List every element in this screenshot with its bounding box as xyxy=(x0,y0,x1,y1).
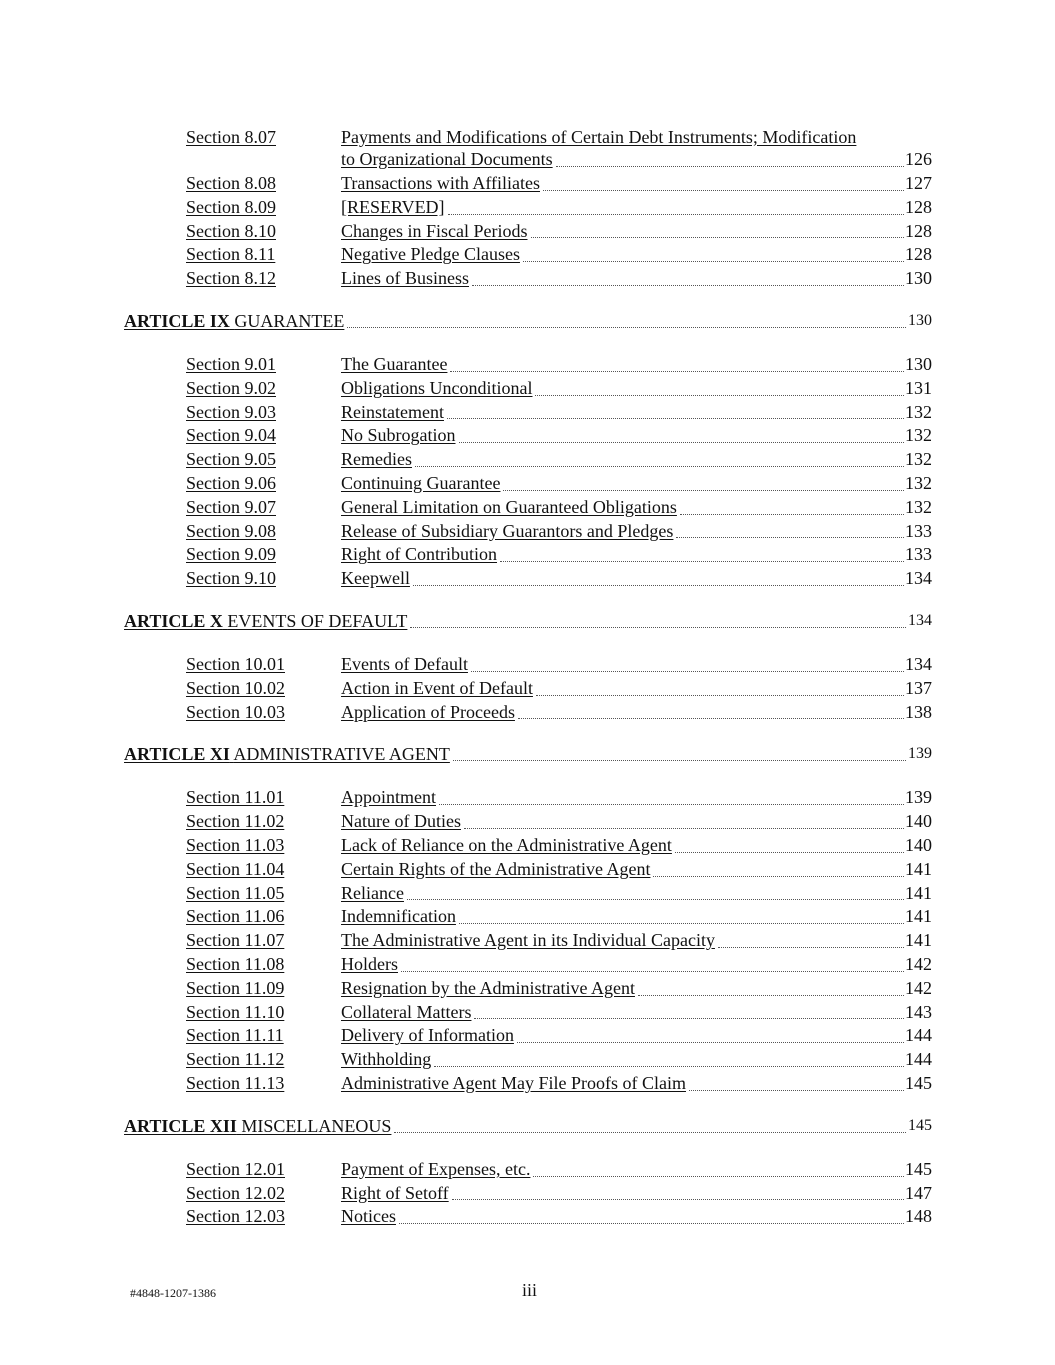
section-number-link[interactable]: Section 11.06 xyxy=(186,906,285,927)
section-title-wrap xyxy=(341,786,932,810)
article-heading-link[interactable] xyxy=(124,309,344,333)
section-title-link[interactable]: Administrative Agent May File Proofs of Claim xyxy=(341,1072,686,1093)
toc-section-row[interactable] xyxy=(124,243,932,267)
toc-section-row[interactable] xyxy=(124,905,932,929)
article-label: ARTICLE IX xyxy=(124,310,230,331)
section-title-wrap xyxy=(341,677,932,701)
section-page-number: 141 xyxy=(905,882,932,903)
section-title-link[interactable]: Payment of Expenses, etc. xyxy=(341,1158,531,1179)
dot-leader xyxy=(556,165,904,167)
toc-section-row[interactable] xyxy=(124,543,932,567)
toc-section-row[interactable] xyxy=(124,1158,932,1182)
section-title-link[interactable]: Release of Subsidiary Guarantors and Pledges xyxy=(341,520,674,541)
section-number-link[interactable]: Section 10.02 xyxy=(186,677,285,698)
section-number-link[interactable]: Section 12.01 xyxy=(186,1158,285,1179)
dot-leader xyxy=(523,260,904,262)
article-page-number: 145 xyxy=(908,1116,932,1134)
dot-leader xyxy=(675,851,904,853)
dot-leader xyxy=(472,284,904,286)
section-page-number: 134 xyxy=(905,568,932,589)
section-number-link[interactable]: Section 8.07 xyxy=(186,127,276,147)
dot-leader xyxy=(500,560,904,562)
section-page-number: 141 xyxy=(905,930,932,951)
section-title-link[interactable]: Keepwell xyxy=(341,568,410,589)
section-number-link[interactable]: Section 9.04 xyxy=(186,425,276,446)
toc-section-row[interactable] xyxy=(124,834,932,858)
section-title-wrap xyxy=(341,472,932,496)
section-number-link[interactable]: Section 11.04 xyxy=(186,858,285,879)
toc-section-row[interactable] xyxy=(124,220,932,244)
toc-section-row[interactable] xyxy=(124,424,932,448)
section-title-wrap xyxy=(341,1024,932,1048)
toc-section-row[interactable] xyxy=(124,448,932,472)
section-title-wrap xyxy=(341,1182,932,1206)
dot-leader xyxy=(638,994,904,996)
dot-leader xyxy=(533,1175,904,1177)
section-title-link[interactable]: Lack of Reliance on the Administrative Agent xyxy=(341,834,672,855)
section-title-wrap xyxy=(341,1158,932,1182)
section-title-wrap xyxy=(341,858,932,882)
section-number-link[interactable]: Section 10.03 xyxy=(186,701,285,722)
article-page-number: 134 xyxy=(908,611,932,629)
article-name: GUARANTEE xyxy=(234,310,345,331)
section-title-wrap xyxy=(341,810,932,834)
section-title-wrap xyxy=(341,126,932,172)
section-title-wrap xyxy=(341,567,932,591)
section-number-link[interactable]: Section 11.10 xyxy=(186,1001,285,1022)
section-page-number: 145 xyxy=(905,1072,932,1093)
section-number-link[interactable]: Section 12.03 xyxy=(186,1206,285,1227)
article-heading-link[interactable] xyxy=(124,609,407,633)
section-number-link[interactable]: Section 9.05 xyxy=(186,449,276,470)
section-page-number: 140 xyxy=(905,834,932,855)
section-page-number: 147 xyxy=(905,1182,932,1203)
section-title-wrap xyxy=(341,448,932,472)
section-title-link[interactable]: Resignation by the Administrative Agent xyxy=(341,977,635,998)
article-name: EVENTS OF DEFAULT xyxy=(227,610,408,631)
dot-leader xyxy=(453,759,906,761)
section-title-link[interactable]: The Administrative Agent in its Individual Capacity xyxy=(341,930,715,951)
dot-leader xyxy=(471,670,904,672)
section-number-link[interactable]: Section 11.12 xyxy=(186,1049,285,1070)
section-title-link-cont[interactable]: to Organizational Documents xyxy=(341,149,553,170)
section-title-link[interactable]: Changes in Fiscal Periods xyxy=(341,220,528,241)
section-title-link[interactable]: Payments and Modifications of Certain Debt Instruments; Modification xyxy=(341,126,857,147)
section-number-link[interactable]: Section 8.10 xyxy=(186,220,276,241)
toc-article-row[interactable] xyxy=(124,309,932,333)
section-page-number: 145 xyxy=(905,1158,932,1179)
section-title-link[interactable]: General Limitation on Guaranteed Obligations xyxy=(341,496,677,517)
section-number-link[interactable]: Section 11.03 xyxy=(186,834,285,855)
toc-section-row[interactable] xyxy=(124,786,932,810)
toc-article-row[interactable] xyxy=(124,1114,932,1138)
section-title-link[interactable]: Holders xyxy=(341,953,398,974)
section-number-link[interactable]: Section 11.07 xyxy=(186,930,285,951)
dot-leader xyxy=(718,946,904,948)
section-number-link[interactable]: Section 9.02 xyxy=(186,377,276,398)
article-name: MISCELLANEOUS xyxy=(241,1115,392,1136)
section-title-link[interactable]: Remedies xyxy=(341,449,412,470)
section-title-wrap xyxy=(341,977,932,1001)
toc-section-row[interactable] xyxy=(124,858,932,882)
section-page-number: 142 xyxy=(905,953,932,974)
dot-leader xyxy=(434,1065,904,1067)
dot-leader xyxy=(439,803,904,805)
dot-leader xyxy=(464,827,904,829)
section-page-number: 144 xyxy=(905,1025,932,1046)
dot-leader xyxy=(676,536,904,538)
section-number-link[interactable]: Section 8.11 xyxy=(186,244,276,265)
section-title-link[interactable]: Action in Event of Default xyxy=(341,677,533,698)
toc-section-row[interactable] xyxy=(124,977,932,1001)
dot-leader xyxy=(459,922,904,924)
page-number: iii xyxy=(522,1280,538,1300)
section-number-link[interactable]: Section 12.02 xyxy=(186,1182,285,1203)
toc-section-row[interactable] xyxy=(124,810,932,834)
article-label: ARTICLE X xyxy=(124,610,223,631)
toc-section-row[interactable] xyxy=(124,1001,932,1025)
section-title-wrap xyxy=(341,496,932,520)
dot-leader xyxy=(536,694,904,696)
toc-section-row[interactable] xyxy=(124,126,932,172)
dot-leader xyxy=(518,717,904,719)
toc-section-row[interactable] xyxy=(124,520,932,544)
toc-section-row[interactable] xyxy=(124,1072,932,1096)
section-title-wrap xyxy=(341,905,932,929)
section-title-wrap xyxy=(341,267,932,291)
section-page-number: 132 xyxy=(905,401,932,422)
section-title-wrap xyxy=(341,953,932,977)
section-page-number: 132 xyxy=(905,496,932,517)
section-page-number: 138 xyxy=(905,701,932,722)
section-number-link[interactable]: Section 11.02 xyxy=(186,811,285,832)
section-page-number: 141 xyxy=(905,858,932,879)
toc-article-row[interactable] xyxy=(124,609,932,633)
section-title-link[interactable]: Negative Pledge Clauses xyxy=(341,244,520,265)
dot-leader xyxy=(689,1089,904,1091)
section-title-wrap xyxy=(341,929,932,953)
section-title-wrap xyxy=(341,701,932,725)
section-page-number: 134 xyxy=(905,653,932,674)
dot-leader xyxy=(450,370,904,372)
document-id: #4848-1207-1386 xyxy=(130,1286,216,1300)
section-page-number: 142 xyxy=(905,977,932,998)
section-page-number: 143 xyxy=(905,1001,932,1022)
toc-section-row[interactable] xyxy=(124,496,932,520)
section-page-number: 132 xyxy=(905,425,932,446)
dot-leader xyxy=(415,465,904,467)
section-title-link[interactable]: Reliance xyxy=(341,882,404,903)
section-number-link[interactable]: Section 8.08 xyxy=(186,173,276,193)
section-title-line2 xyxy=(341,148,932,172)
toc-section-row[interactable] xyxy=(124,882,932,906)
article-page-number: 130 xyxy=(908,311,932,329)
dot-leader xyxy=(459,441,905,443)
section-title-link[interactable]: Right of Setoff xyxy=(341,1182,449,1203)
article-heading-link[interactable] xyxy=(124,1114,391,1138)
dot-leader xyxy=(401,970,904,972)
section-number-link[interactable]: Section 9.01 xyxy=(186,353,276,374)
toc-section-row[interactable] xyxy=(124,567,932,591)
section-number-link[interactable]: Section 9.08 xyxy=(186,520,276,541)
section-page-number: 127 xyxy=(905,173,932,193)
section-number-link[interactable]: Section 9.06 xyxy=(186,472,276,493)
section-title-link[interactable]: Reinstatement xyxy=(341,401,444,422)
toc-section-row[interactable] xyxy=(124,1205,932,1229)
toc-section-row[interactable] xyxy=(124,701,932,725)
section-title-link[interactable]: No Subrogation xyxy=(341,425,456,446)
section-number-link[interactable]: Section 11.05 xyxy=(186,882,285,903)
article-label: ARTICLE XI xyxy=(124,744,230,765)
toc-section-row[interactable] xyxy=(124,1048,932,1072)
toc-section-row[interactable] xyxy=(124,401,932,425)
section-number-link[interactable]: Section 9.07 xyxy=(186,496,276,517)
section-title-wrap xyxy=(341,424,932,448)
section-title-wrap xyxy=(341,520,932,544)
section-page-number: 131 xyxy=(905,377,932,398)
dot-leader xyxy=(399,1222,904,1224)
dot-leader xyxy=(407,898,904,900)
section-page-number: 130 xyxy=(905,268,932,289)
dot-leader xyxy=(452,1198,904,1200)
section-title-link[interactable]: Nature of Duties xyxy=(341,811,461,832)
dot-leader xyxy=(543,189,904,191)
dot-leader xyxy=(448,213,904,215)
section-title-wrap xyxy=(341,196,932,220)
section-title-wrap xyxy=(341,353,932,377)
toc-section-row[interactable] xyxy=(124,1182,932,1206)
section-number-link[interactable]: Section 9.03 xyxy=(186,401,276,422)
dot-leader xyxy=(680,513,904,515)
toc-section-row[interactable] xyxy=(124,953,932,977)
dot-leader xyxy=(535,394,904,396)
section-title-link[interactable]: Obligations Unconditional xyxy=(341,377,533,398)
section-title-link[interactable]: Delivery of Information xyxy=(341,1025,514,1046)
section-page-number: 128 xyxy=(905,244,932,265)
toc-section-row[interactable] xyxy=(124,653,932,677)
dot-leader xyxy=(653,875,904,877)
section-page-number: 140 xyxy=(905,811,932,832)
section-title-link[interactable]: The Guarantee xyxy=(341,353,448,374)
section-title-link[interactable]: Continuing Guarantee xyxy=(341,472,501,493)
article-label: ARTICLE XII xyxy=(124,1115,237,1136)
dot-leader xyxy=(347,326,906,328)
section-title-wrap xyxy=(341,1001,932,1025)
section-page-number: 132 xyxy=(905,449,932,470)
section-number-link[interactable]: Section 10.01 xyxy=(186,653,285,674)
dot-leader xyxy=(394,1131,906,1133)
section-number-link[interactable]: Section 11.09 xyxy=(186,977,285,998)
article-name: ADMINISTRATIVE AGENT xyxy=(233,744,450,765)
section-page-number: 133 xyxy=(905,520,932,541)
section-page-number: 132 xyxy=(905,472,932,493)
section-title-wrap xyxy=(341,1048,932,1072)
section-title-wrap xyxy=(341,1072,932,1096)
section-title-link[interactable]: Lines of Business xyxy=(341,268,469,289)
section-title-wrap xyxy=(341,401,932,425)
section-title-link[interactable]: Application of Proceeds xyxy=(341,701,515,722)
dot-leader xyxy=(503,489,904,491)
section-title-wrap xyxy=(341,882,932,906)
table-of-contents xyxy=(124,126,932,1229)
section-page-number: 148 xyxy=(905,1206,932,1227)
dot-leader xyxy=(517,1041,904,1043)
section-title-wrap xyxy=(341,243,932,267)
section-number-link[interactable]: Section 8.12 xyxy=(186,268,276,289)
toc-section-row[interactable] xyxy=(124,353,932,377)
dot-leader xyxy=(474,1017,904,1019)
section-title-link[interactable]: Right of Contribution xyxy=(341,544,498,565)
section-number-link[interactable]: Section 11.08 xyxy=(186,953,285,974)
section-number-link[interactable]: Section 8.09 xyxy=(186,196,276,217)
dot-leader xyxy=(413,584,904,586)
section-title-link[interactable]: Events of Default xyxy=(341,653,468,674)
toc-section-row[interactable] xyxy=(124,472,932,496)
dot-leader xyxy=(531,236,905,238)
toc-article-row[interactable] xyxy=(124,742,932,766)
article-page-number: 139 xyxy=(908,745,932,763)
section-number-link[interactable]: Section 11.13 xyxy=(186,1072,285,1093)
section-number-link[interactable]: Section 11.11 xyxy=(186,1025,284,1046)
section-page-number: 130 xyxy=(905,353,932,374)
section-page-number: 139 xyxy=(905,787,932,808)
section-page-number: 144 xyxy=(905,1049,932,1070)
section-title-link[interactable]: Certain Rights of the Administrative Agent xyxy=(341,858,651,879)
toc-section-row[interactable] xyxy=(124,172,932,196)
section-title-link[interactable]: Notices xyxy=(341,1206,396,1227)
section-page-number: 128 xyxy=(905,220,932,241)
section-page-number: 141 xyxy=(905,906,932,927)
toc-section-row[interactable] xyxy=(124,1024,932,1048)
section-page-number: 128 xyxy=(905,196,932,217)
section-title-link[interactable]: Transactions with Affiliates xyxy=(341,173,540,193)
toc-section-row[interactable] xyxy=(124,377,932,401)
section-page-number: 133 xyxy=(905,544,932,565)
section-title-wrap xyxy=(341,1205,932,1229)
dot-leader xyxy=(447,417,904,419)
section-page-number: 137 xyxy=(905,677,932,698)
section-title-wrap xyxy=(341,543,932,567)
section-title-link[interactable]: [RESERVED] xyxy=(341,196,445,217)
section-page-number: 126 xyxy=(905,149,932,170)
dot-leader xyxy=(410,626,906,628)
section-title-link[interactable]: Indemnification xyxy=(341,906,456,927)
toc-section-row[interactable] xyxy=(124,267,932,291)
section-number-link[interactable]: Section 9.09 xyxy=(186,544,276,565)
section-title-link[interactable]: Collateral Matters xyxy=(341,1001,472,1022)
section-title-link[interactable]: Withholding xyxy=(341,1049,432,1070)
toc-section-row[interactable] xyxy=(124,196,932,220)
article-heading-link[interactable] xyxy=(124,742,450,766)
section-title-wrap xyxy=(341,377,932,401)
section-title-wrap xyxy=(341,172,932,196)
section-number-link[interactable]: Section 9.10 xyxy=(186,568,276,589)
toc-section-row[interactable] xyxy=(124,677,932,701)
section-title-wrap xyxy=(341,834,932,858)
section-title-link[interactable]: Appointment xyxy=(341,787,436,808)
section-number-link[interactable]: Section 11.01 xyxy=(186,787,285,808)
section-title-wrap xyxy=(341,653,932,677)
toc-section-row[interactable] xyxy=(124,929,932,953)
section-title-wrap xyxy=(341,220,932,244)
